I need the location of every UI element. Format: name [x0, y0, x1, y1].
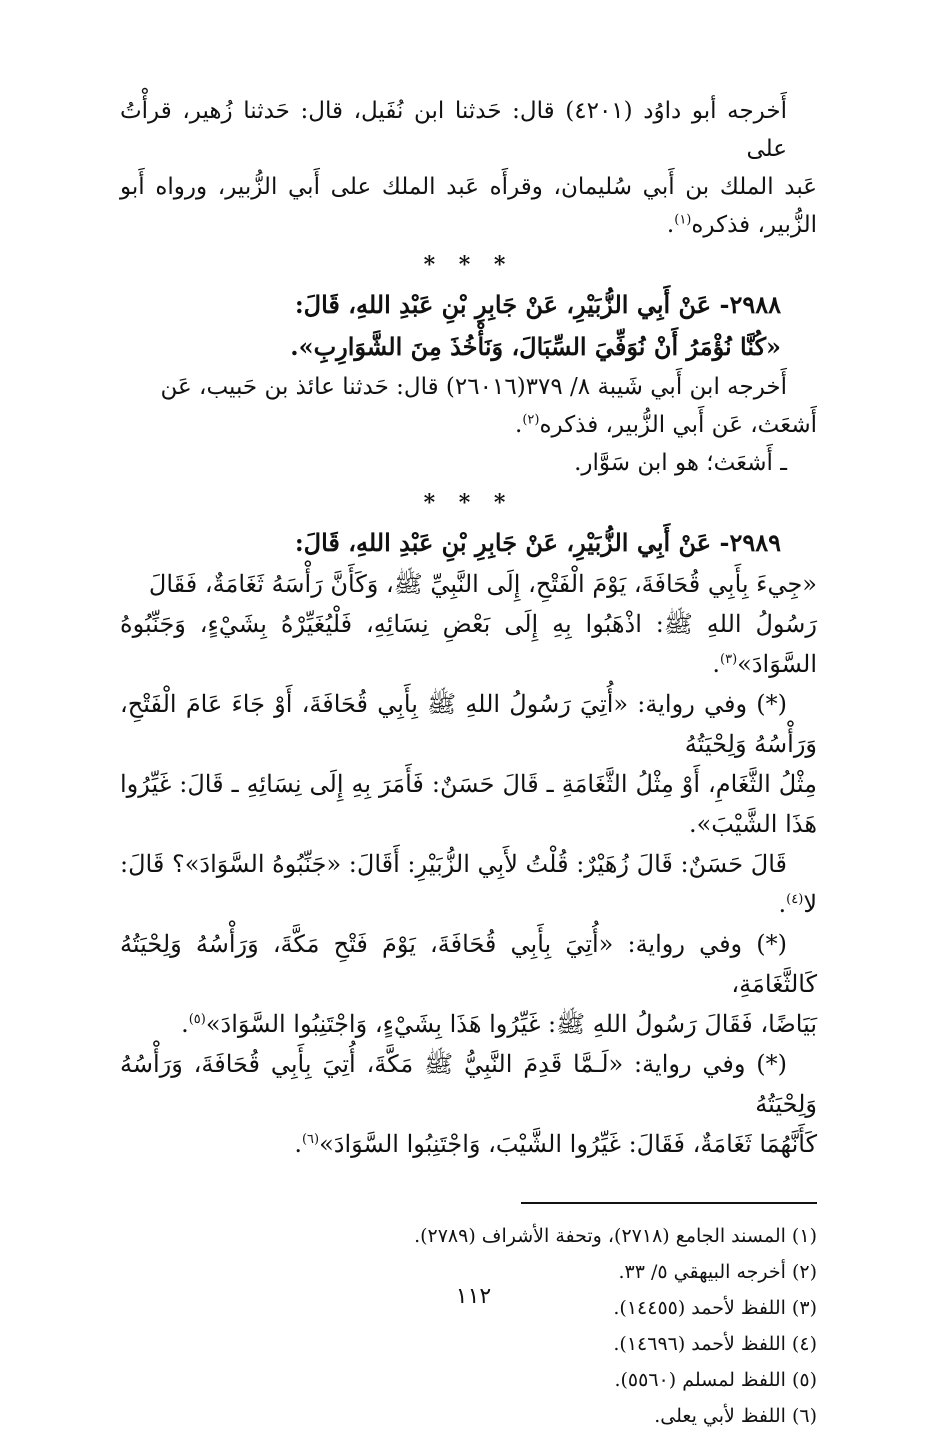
riwaya-2-body: بَيَاضًا، فَقَالَ رَسُولُ اللهِ ﷺ: غَيِّرُوا هَذَا بِشَيْءٍ، وَاجْتَنِبُوا السَّوَادَ» — [205, 1010, 817, 1038]
section-separator-1: * * * — [423, 252, 514, 278]
footnote-ref-1[interactable]: (١) — [674, 212, 692, 228]
intro-text-1: أَخرجه أبو داوُد (٤٢٠١) قال: حَدثنا ابن نُفَيل، قال: حَدثنا زُهير، قرأْتُ على — [120, 98, 787, 162]
footnote-divider-wrap — [120, 1202, 817, 1204]
footnote-5: (٥) اللفظ لمسلم (٥٥٦٠). — [614, 1369, 817, 1391]
hadith-2988-heading: ٢٩٨٨- عَنْ أَبِي الزُّبَيْرِ، عَنْ جَابِرِ بْنِ عَبْدِ اللهِ، قَالَ: — [294, 290, 781, 319]
footnote-6: (٦) اللفظ لأبي يعلى. — [654, 1405, 817, 1427]
hadith-2989-heading: ٢٩٨٩- عَنْ أَبِي الزُّبَيْرِ، عَنْ جَابِرِ بْنِ عَبْدِ اللهِ، قَالَ: — [294, 528, 781, 557]
hadith-2989-text-1: «جِيءَ بِأَبِي قُحَافَةَ، يَوْمَ الْفَتْحِ، إِلَى النَّبِيِّ ﷺ، وَكَأَنَّ رَأْسَهُ ثَغَامَةٌ، فَقَالَ — [148, 570, 817, 598]
riwaya-3-line-2 — [120, 1124, 817, 1164]
riwaya-1-line-1: (*) وفي رواية: «أُتِيَ رَسُولُ اللهِ ﷺ بِأَبِي قُحَافَةَ، أَوْ جَاءَ عَامَ الْفَتْحِ، وَرَأْسُهُ وَلِحْيَتُهُ — [120, 690, 817, 758]
footnote-ref-2[interactable]: (٢) — [522, 412, 540, 428]
riwaya-2-line-2 — [120, 1004, 817, 1044]
footnote-divider — [521, 1202, 817, 1204]
hadith-2988-takhrij-2 — [120, 406, 817, 444]
hadith-2989-text-2 — [120, 604, 817, 684]
footnote-1: (١) المسند الجامع (٢٧١٨)، وتحفة الأشراف (٢٧٨٩). — [414, 1225, 817, 1247]
footnote-ref-4[interactable]: (٤) — [786, 892, 804, 907]
hadith-2988-takhrij-1: أَخرجه ابن أَبي شَيبة ٨/ ٣٧٩(٢٦٠١٦) قال: حَدثنا عائذ بن حَبيب، عَن — [160, 374, 787, 400]
takhrij-2-text: أَشعَث، عَن أَبي الزُّبير، فذكره — [539, 412, 817, 438]
footnotes-list — [120, 1218, 817, 1434]
hasan-text: قَالَ حَسَنٌ: قَالَ زُهَيْرٌ: قُلْتُ لأَبِي الزُّبَيْرِ: أَقَالَ: «جَنِّبُوهُ السَّوَادَ»؟ قَالَ: لا — [120, 850, 817, 918]
riwaya-1-line-2: مِثْلُ الثَّغَامِ، أَوْ مِثْلُ الثَّغَامَةِ ـ قَالَ حَسَنٌ: فَأَمَرَ بِهِ إِلَى نِسَائِهِ ـ قَالَ: غَيِّرُوا هَذَا الشَّيْبَ». — [120, 770, 817, 838]
riwaya-3-line-1: (*) وفي رواية: «لَـمَّا قَدِمَ النَّبِيُّ ﷺ مَكَّةَ، أُتِيَ بِأَبِي قُحَافَةَ، وَرَأْسُهُ وَلِحْيَتُهُ — [120, 1050, 817, 1118]
intro-end: . — [666, 212, 675, 238]
footnote-ref-3[interactable]: (٣) — [720, 652, 738, 667]
text-2-body: رَسُولُ اللهِ ﷺ: اذْهَبُوا بِهِ إِلَى بَعْضِ نِسَائِهِ، فَلْيُغَيِّرْهُ بِشَيْءٍ، وَجَنِّبُوهُ السَّوَادَ» — [120, 610, 817, 678]
footnote-3: (٣) اللفظ لأحمد (١٤٤٥٥). — [613, 1297, 817, 1319]
takhrij-2-end: . — [515, 412, 523, 438]
riwaya-3-end: . — [294, 1130, 302, 1158]
hasan-end: . — [778, 890, 787, 918]
footnote-2: (٢) أخرجه البيهقي ٥/ ٣٣. — [618, 1261, 817, 1283]
intro-text-2: عَبد الملك بن أَبي سُليمان، وقرأَه عَبد الملك على أَبي الزُّبير، ورواه أَبو الزُّبير، فذكره — [120, 174, 817, 238]
hadith-2988-text: «كُنَّا نُؤْمَرُ أَنْ نُوَفِّيَ السِّبَالَ، وَنَأْخُذَ مِنَ الشَّوَارِبِ». — [290, 332, 781, 361]
footnote-ref-6[interactable]: (٦) — [301, 1132, 320, 1147]
intro-line-2 — [120, 168, 817, 244]
footnote-ref-5[interactable]: (٥) — [188, 1012, 206, 1027]
page-number: ١١٢ — [455, 1284, 492, 1309]
text-2-end: . — [712, 650, 721, 678]
riwaya-2-line-1: (*) وفي رواية: «أُتِيَ بِأَبِي قُحَافَةَ، يَوْمَ فَتْحِ مَكَّةَ، وَرَأْسُهُ وَلِحْيَتُهُ كَالثَّغَامَةِ، — [120, 930, 817, 998]
riwaya-2-end: . — [181, 1010, 189, 1038]
section-separator-2: * * * — [423, 490, 514, 516]
hasan-line — [120, 844, 817, 924]
footnote-4: (٤) اللفظ لأحمد (١٤٦٩٦). — [613, 1333, 817, 1355]
hadith-2988-comment: ـ أَشعَث؛ هو ابن سَوَّار. — [574, 450, 787, 476]
riwaya-3-body: كَأَنَّهُمَا ثَغَامَةٌ، فَقَالَ: غَيِّرُوا الشَّيْبَ، وَاجْتَنِبُوا السَّوَادَ» — [319, 1130, 817, 1158]
intro-line-1 — [120, 92, 817, 168]
